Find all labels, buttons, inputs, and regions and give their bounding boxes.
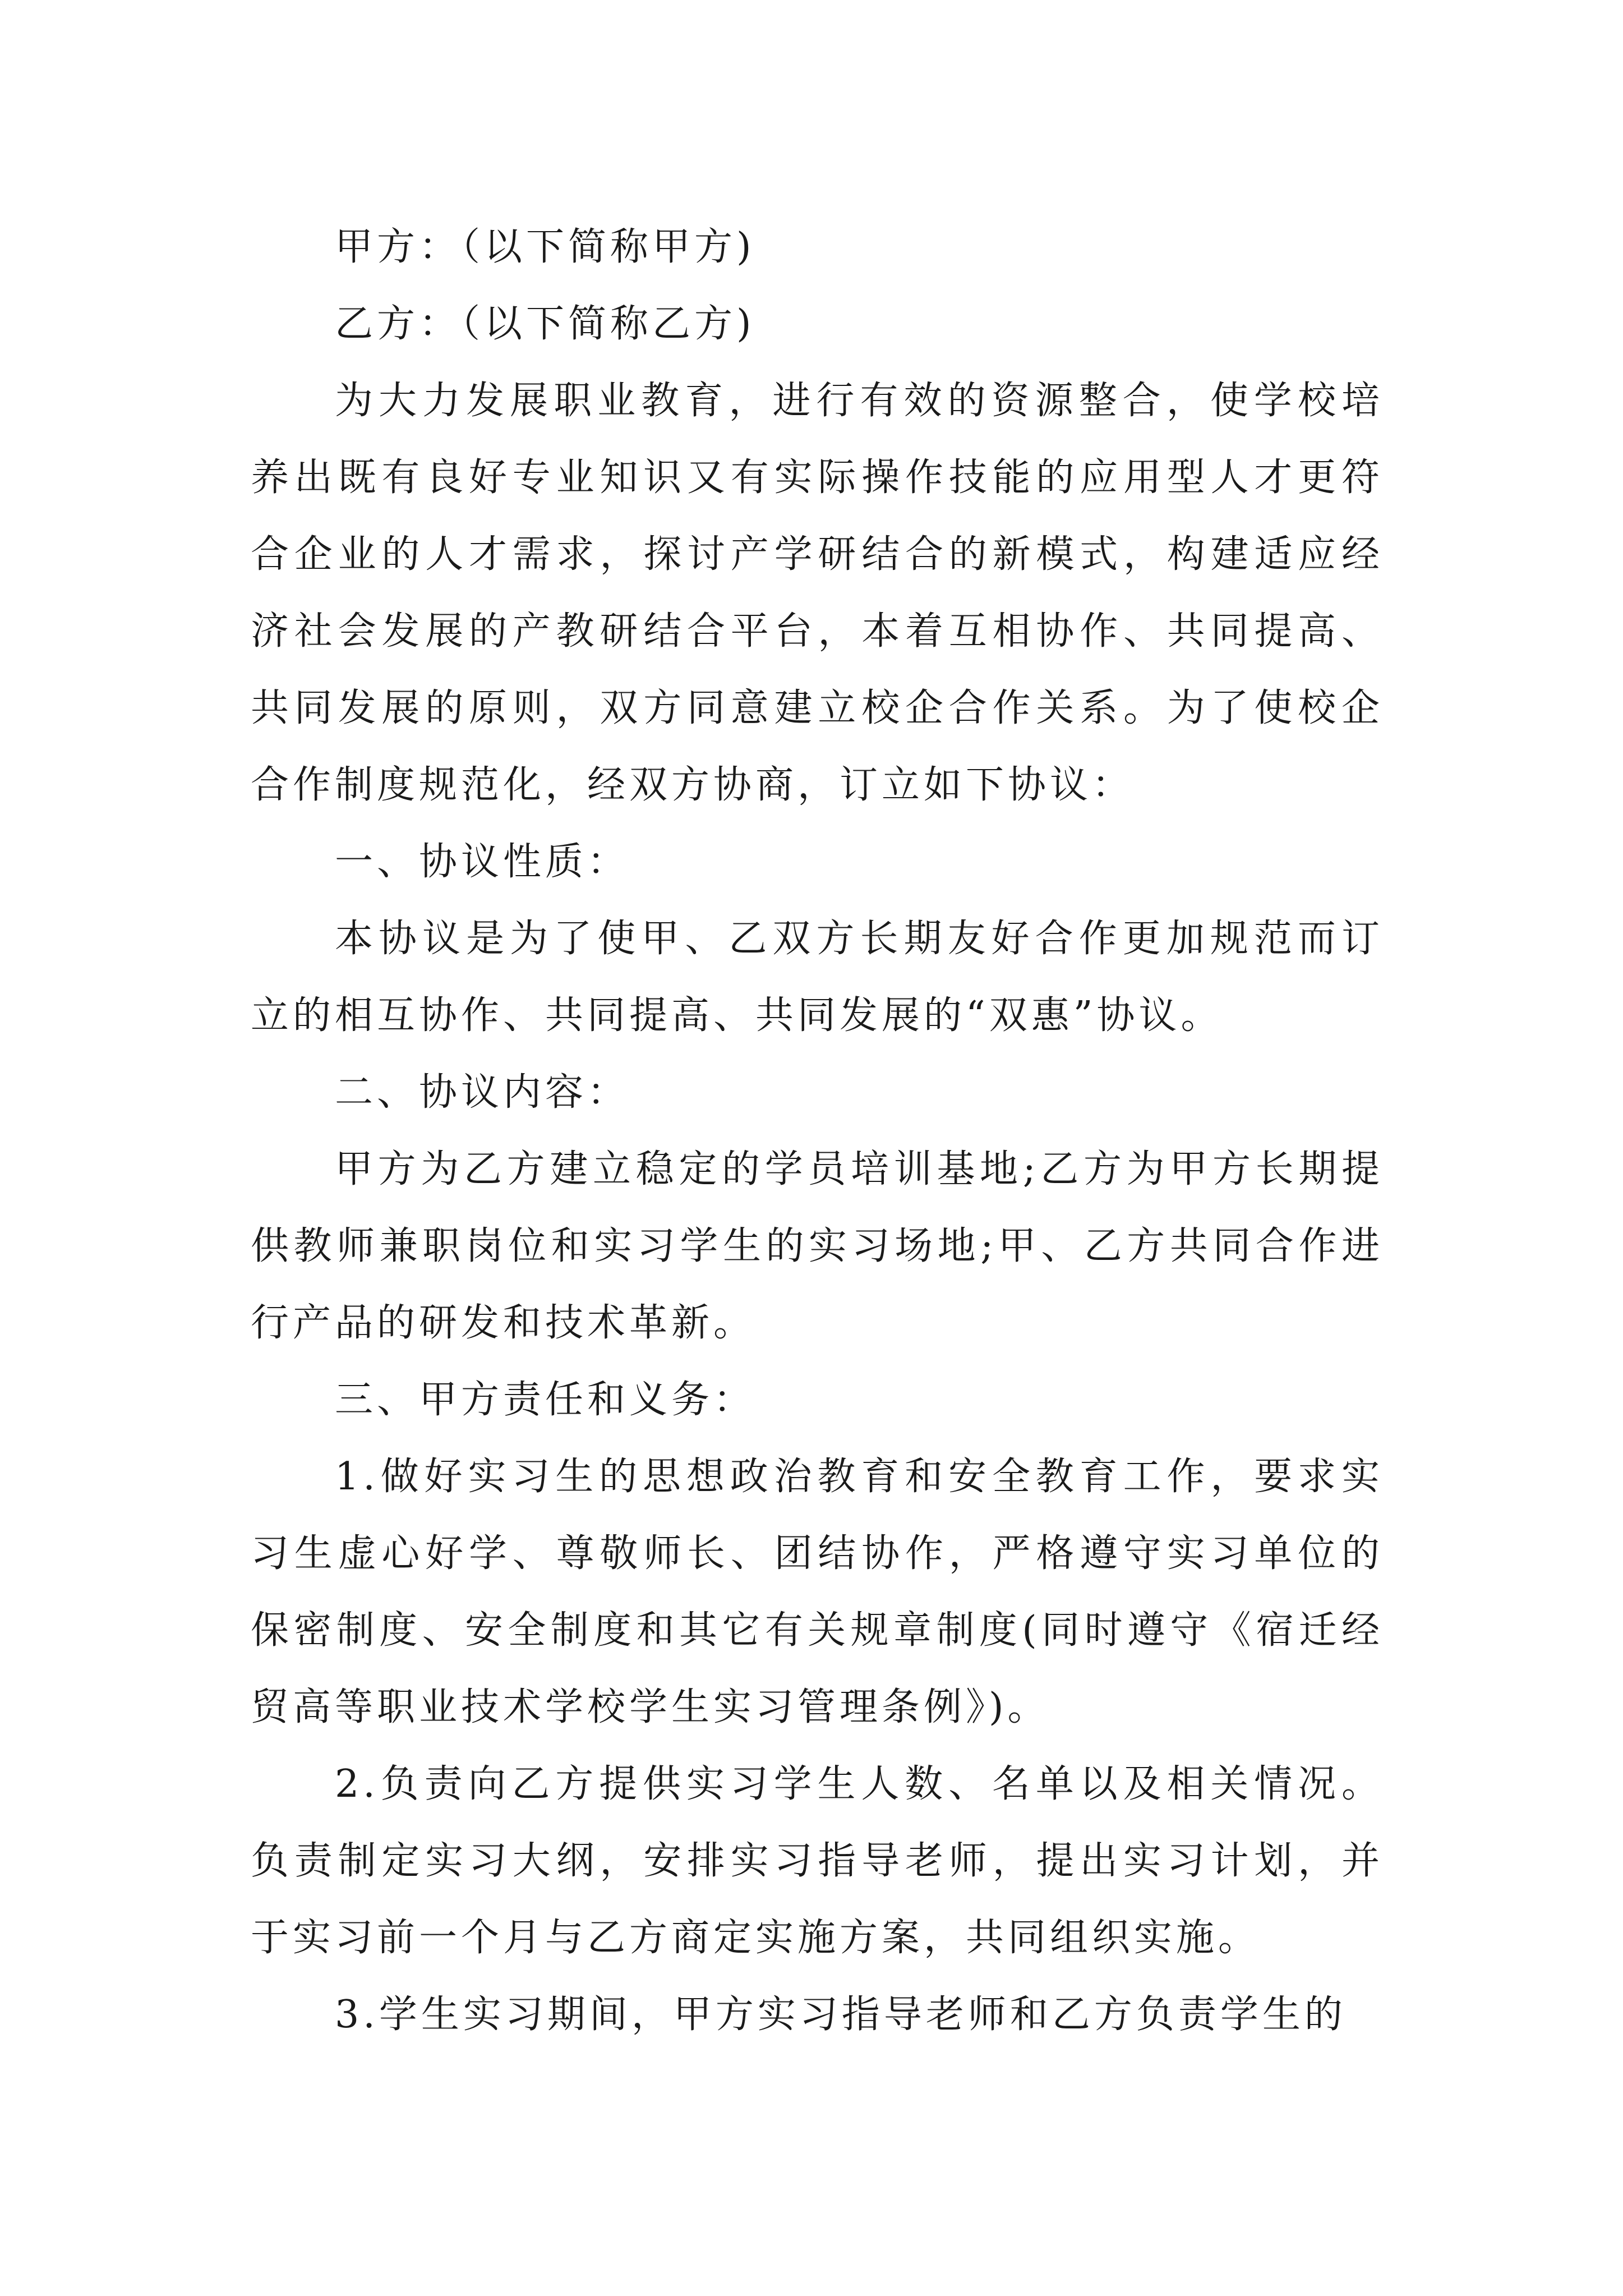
party-a-line: 甲方：（以下简称甲方) — [335, 225, 755, 269]
content-paragraph: 甲方为乙方建立稳定的学员培训基地;乙方为甲方长期提供教师兼职岗位和实习学生的实习场地;甲、乙方共同合作进行产品的研发和技术革新。 — [251, 1147, 1384, 1345]
duty-item-3: 3.学生实习期间，甲方实习指导老师和乙方负责学生的 — [335, 1993, 1347, 2037]
nature-paragraph: 本协议是为了使甲、乙双方长期友好合作更加规范而订立的相互协作、共同提高、共同发展的“双惠”协议。 — [251, 917, 1384, 1038]
party-b-line: 乙方：（以下简称乙方) — [335, 302, 755, 346]
section-heading-party-a-duties: 三、甲方责任和义务： — [335, 1378, 756, 1422]
section-heading-nature: 一、协议性质： — [335, 840, 630, 884]
section-heading-content: 二、协议内容： — [335, 1070, 630, 1115]
document-body — [251, 209, 1384, 2053]
preamble-paragraph: 为大力发展职业教育，进行有效的资源整合，使学校培养出既有良好专业知识又有实际操作技能的应用型人才更符合企业的人才需求，探讨产学研结合的新模式，构建适应经济社会发展的产教研结合平台，本着互相协作、共同提高、共同发展的原则，双方同意建立校企合作关系。为了使校企合作制度规范化，经双方协商，订立如下协议： — [251, 379, 1384, 807]
duty-item-1: 1.做好实习生的思想政治教育和安全教育工作，要求实习生虚心好学、尊敬师长、团结协作，严格遵守实习单位的保密制度、安全制度和其它有关规章制度(同时遵守《宿迁经贸高等职业技术学校学生实习管理条例》)。 — [251, 1455, 1384, 1729]
duty-item-2: 2.负责向乙方提供实习学生人数、名单以及相关情况。负责制定实习大纲，安排实习指导老师，提出实习计划，并于实习前一个月与乙方商定实施方案，共同组织实施。 — [251, 1762, 1384, 1960]
